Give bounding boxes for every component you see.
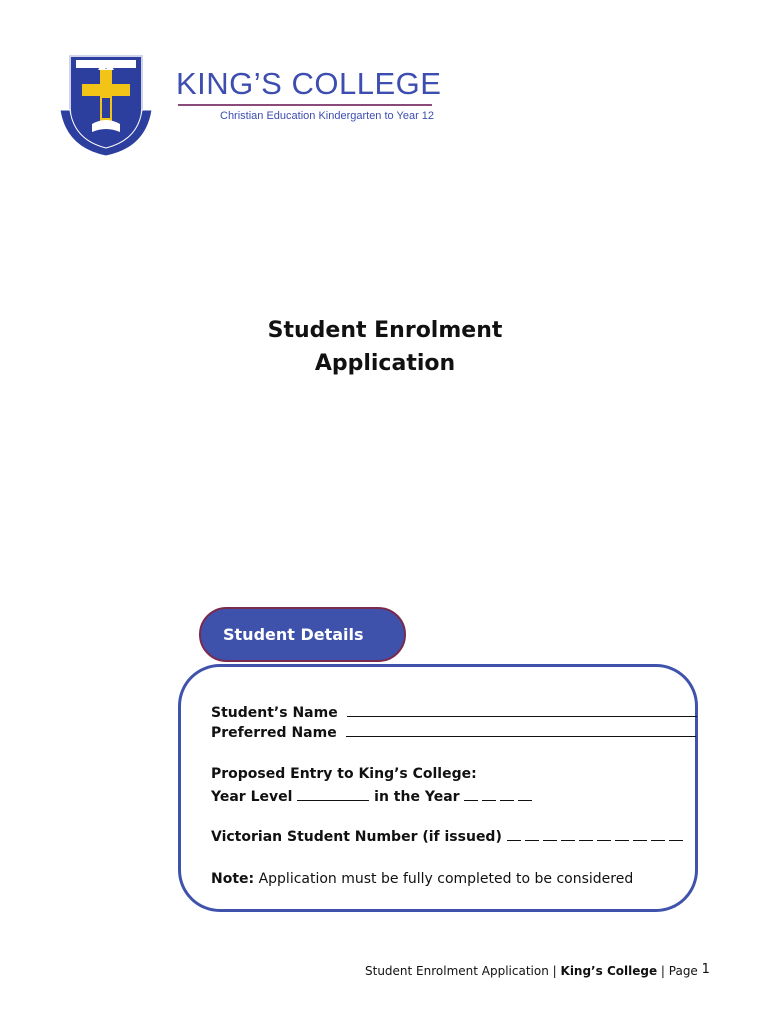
- preferred-name-label: Preferred Name: [211, 725, 337, 741]
- students-name-row: [211, 702, 697, 723]
- vsn-label: Victorian Student Number (if issued): [211, 829, 502, 845]
- vsn-row: [211, 826, 687, 847]
- page-footer: [365, 964, 710, 979]
- footer-separator: |: [548, 964, 561, 978]
- logo-divider: [178, 104, 432, 106]
- footer-page-label: | Page: [657, 964, 702, 978]
- students-name-field[interactable]: [347, 702, 697, 717]
- note-row: [211, 869, 633, 889]
- note-label: Note:: [211, 871, 255, 887]
- footer-doc-name: Student Enrolment Application: [365, 964, 549, 978]
- footer-school: King’s College: [560, 964, 658, 978]
- vsn-field[interactable]: [507, 829, 687, 845]
- note-text: Application must be fully completed to be considered: [254, 871, 634, 887]
- document-title: [0, 314, 770, 380]
- preferred-name-field[interactable]: [346, 722, 696, 737]
- logo-wordmark: KING’S COLLEGE: [176, 66, 442, 101]
- title-line-2: Application: [314, 351, 456, 376]
- in-the-year-label: in the Year: [374, 789, 460, 805]
- year-level-label: Year Level: [211, 789, 293, 805]
- kings-college-crest-logo: [56, 48, 156, 158]
- footer-page-number: 1: [701, 962, 710, 977]
- student-details-tab: Student Details: [199, 607, 406, 662]
- entry-year-field[interactable]: [464, 789, 536, 805]
- logo-tagline: Christian Education Kindergarten to Year 12: [220, 110, 435, 122]
- proposed-entry-heading: Proposed Entry to King’s College:: [211, 766, 477, 782]
- title-line-1: Student Enrolment: [267, 318, 503, 343]
- year-level-field[interactable]: [297, 786, 369, 801]
- students-name-label: Student’s Name: [211, 705, 338, 721]
- year-level-row: [211, 786, 536, 807]
- preferred-name-row: [211, 722, 696, 743]
